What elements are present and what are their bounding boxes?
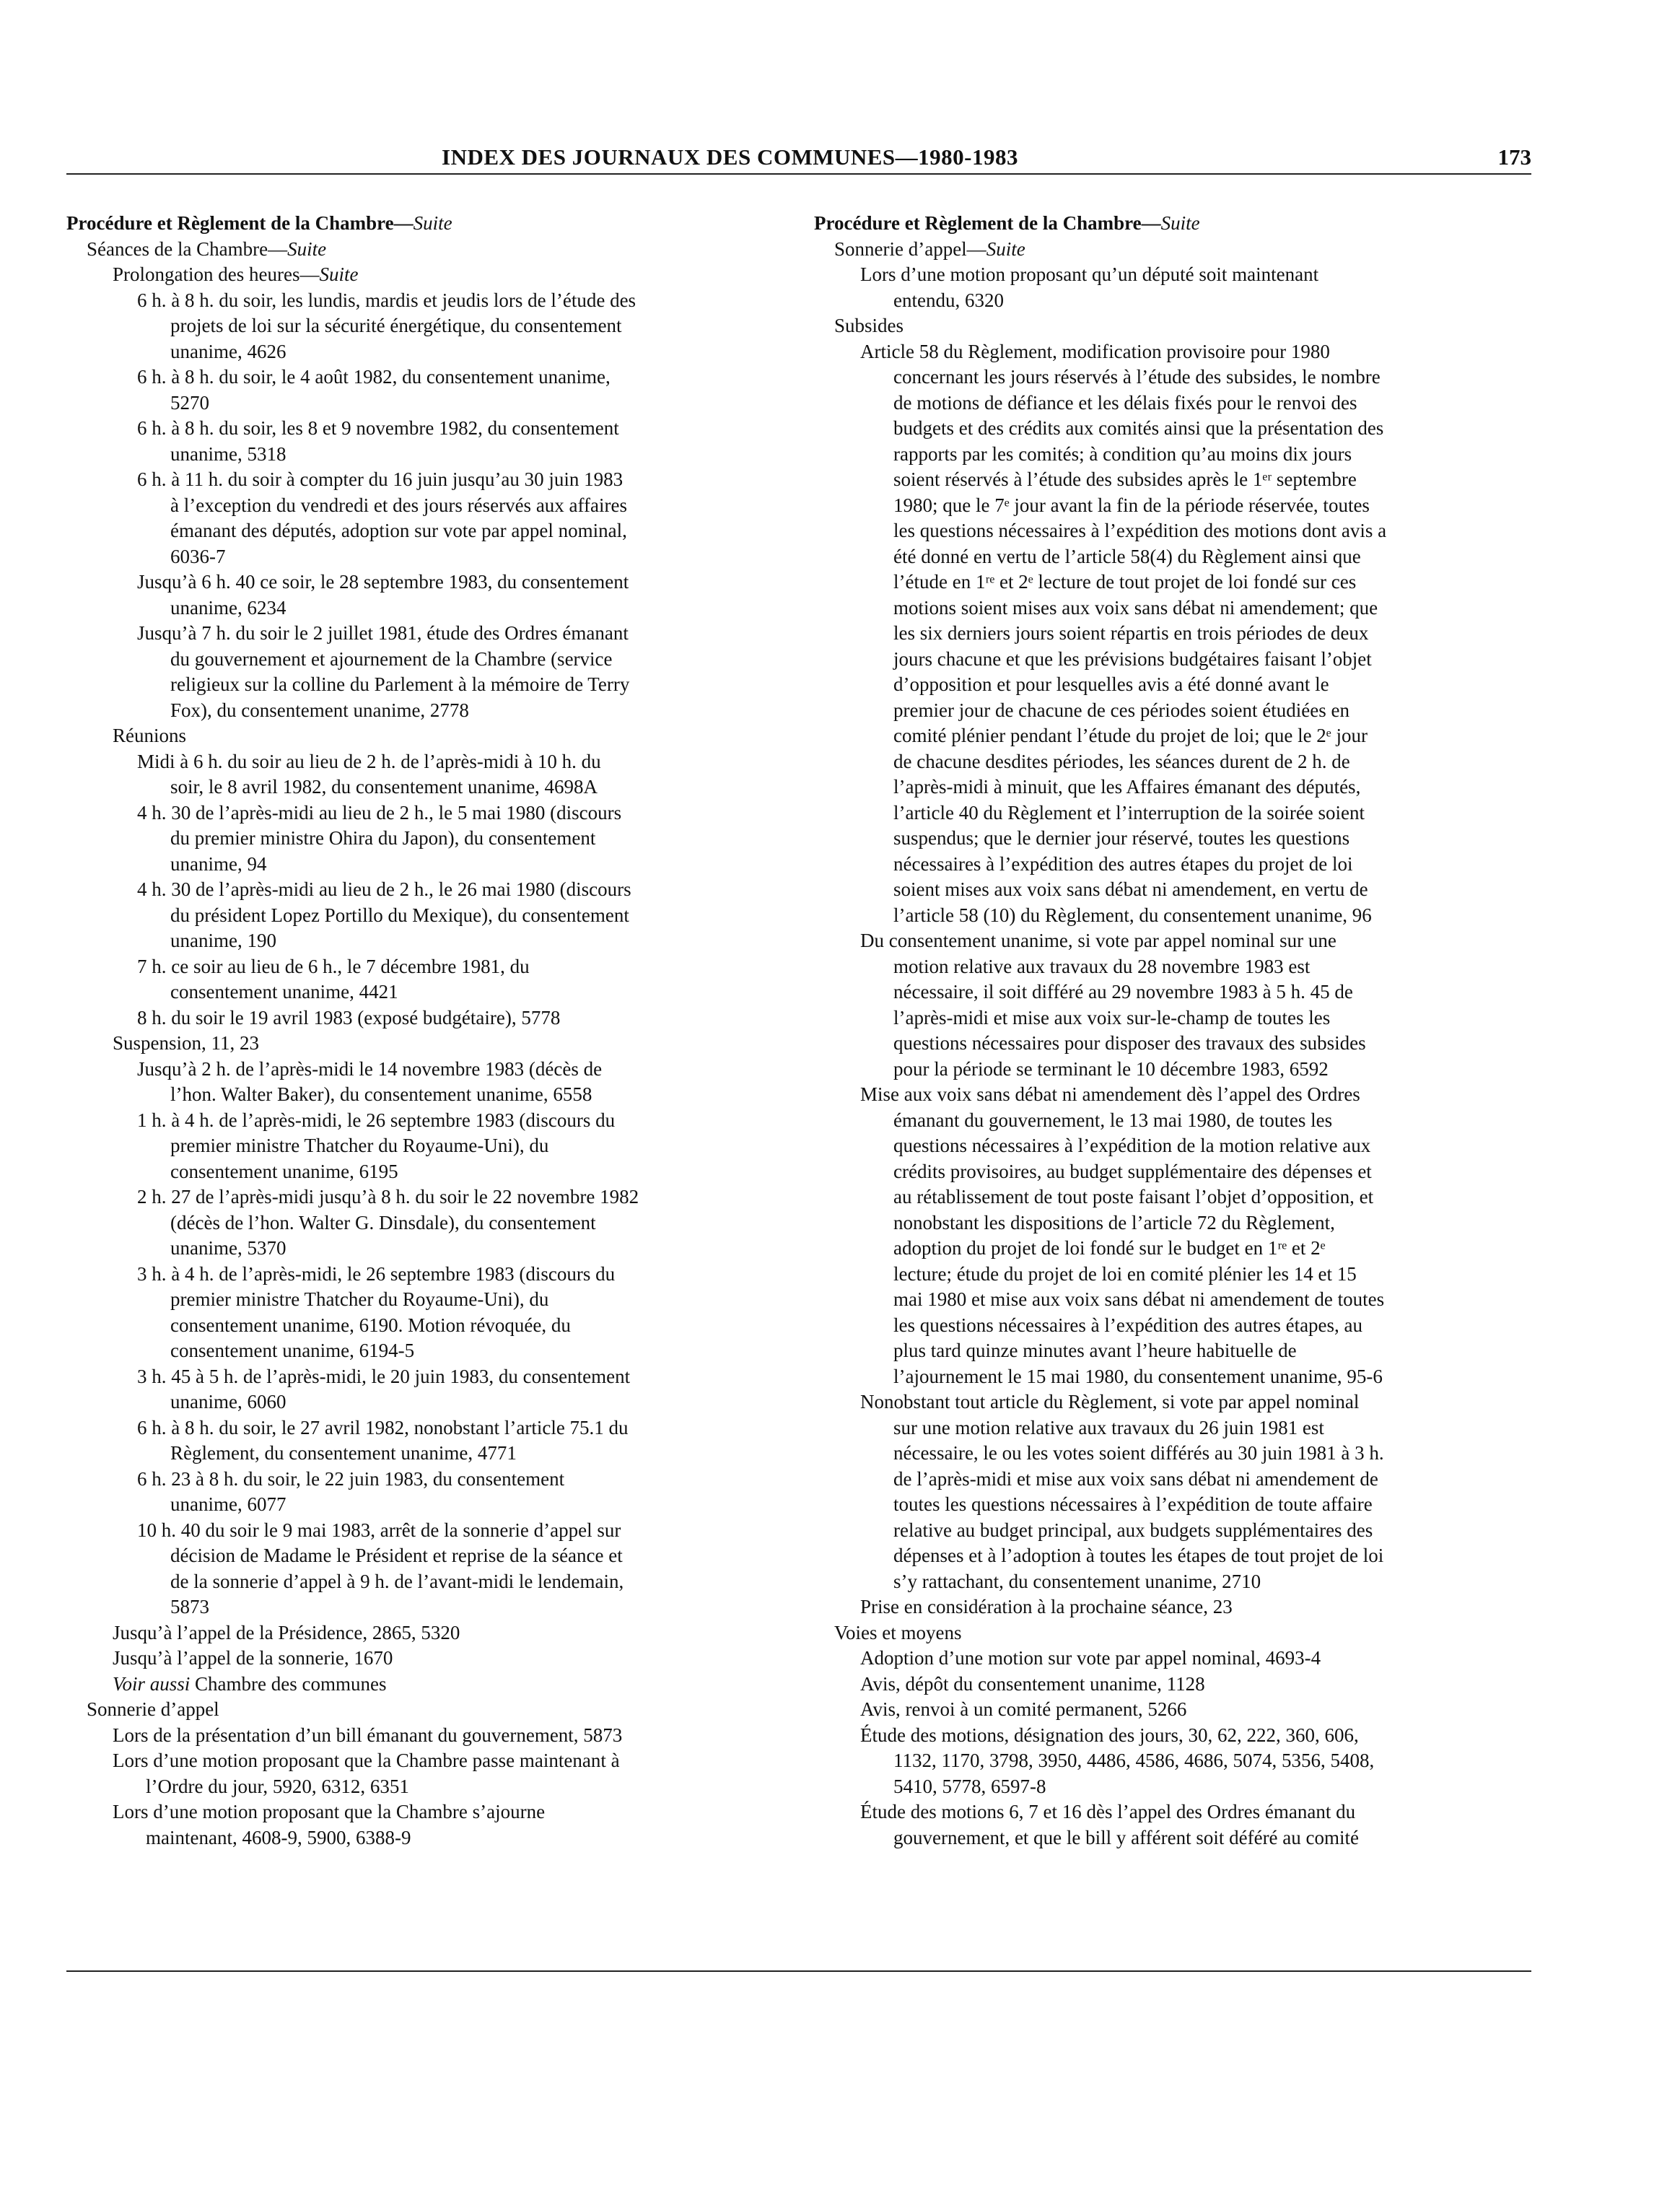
index-entry-text: nonobstant les dispositions de l’article 72 du Règlement,	[893, 1211, 1335, 1234]
index-line	[66, 1005, 781, 1031]
index-entry-text: 6 h. 23 à 8 h. du soir, le 22 juin 1983, du consentement	[137, 1467, 565, 1490]
index-line	[814, 1338, 1528, 1364]
index-line	[66, 1364, 781, 1390]
index-line	[66, 211, 781, 237]
index-entry-text: Étude des motions, désignation des jours, 30, 62, 222, 360, 606,	[860, 1724, 1359, 1746]
index-entry-text: 5873	[170, 1596, 209, 1617]
index-line	[66, 800, 781, 826]
index-line	[814, 1184, 1528, 1210]
index-line	[66, 698, 781, 724]
running-title: INDEX DES JOURNAUX DES COMMUNES—1980-1983	[442, 144, 1018, 170]
index-line	[66, 262, 781, 288]
index-entry-text: Fox), du consentement unanime, 2778	[170, 699, 469, 721]
index-line	[66, 1774, 781, 1800]
index-line	[814, 493, 1528, 519]
index-line	[66, 595, 781, 621]
index-entry-text: émanant des députés, adoption sur vote par appel nominal,	[170, 520, 627, 541]
index-entry-text: 3 h. 45 à 5 h. de l’après-midi, le 20 juin 1983, du consentement	[137, 1365, 631, 1387]
index-line	[814, 416, 1528, 442]
page-header	[66, 144, 1531, 176]
index-line	[814, 1672, 1528, 1698]
index-entry-text: Prolongation des heures—	[113, 263, 320, 285]
index-line	[814, 1646, 1528, 1672]
index-entry-text: Voies et moyens	[834, 1621, 962, 1643]
index-entry-text: 6 h. à 8 h. du soir, le 4 août 1982, du consentement unanime,	[137, 366, 611, 388]
index-line	[66, 518, 781, 544]
index-entry-text: l’après-midi et mise aux voix sur-le-champ de toutes les	[893, 1006, 1331, 1029]
index-line	[66, 852, 781, 878]
index-line	[814, 979, 1528, 1005]
header-rule	[66, 173, 1531, 175]
index-line	[814, 1262, 1528, 1288]
index-entry-text: unanime, 5370	[170, 1237, 286, 1259]
index-entry-text: lecture; étude du projet de loi en comité plénier les 14 et 15	[893, 1262, 1357, 1285]
index-entry-text: consentement unanime, 6195	[170, 1160, 398, 1182]
index-entry-text: unanime, 190	[170, 930, 276, 951]
index-entry-text: pour la période se terminant le 10 décembre 1983, 6592	[893, 1057, 1329, 1080]
index-line	[814, 1031, 1528, 1057]
index-line	[66, 1313, 781, 1339]
index-entry-text: émanant du gouvernement, le 13 mai 1980, de toutes les	[893, 1109, 1333, 1131]
index-entry-text: premier jour de chacune de ces périodes soient étudiées en	[893, 699, 1349, 721]
index-entry-text: sur une motion relative aux travaux du 26 juin 1981 est	[893, 1416, 1324, 1438]
index-line	[814, 1467, 1528, 1493]
index-entry-text: les six derniers jours soient répartis en trois périodes de deux	[893, 622, 1369, 644]
index-entry-text: 8 h. du soir le 19 avril 1983 (exposé budgétaire), 5778	[137, 1006, 561, 1029]
index-entry-text: questions nécessaires pour disposer des travaux des subsides	[893, 1032, 1366, 1054]
index-entry-text: dépenses et à l’adoption à toutes les étapes de tout projet de loi	[893, 1545, 1384, 1566]
index-line	[66, 826, 781, 852]
index-line	[814, 1697, 1528, 1723]
index-entry-text: nécessaires à l’expédition des autres étapes du projet de loi	[893, 852, 1353, 875]
index-entry-text: Procédure et Règlement de la Chambre—	[814, 212, 1161, 234]
index-line	[814, 1441, 1528, 1467]
index-line	[814, 672, 1528, 698]
index-entry-text: Jusqu’à 2 h. de l’après-midi le 14 novembre 1983 (décès de	[137, 1057, 603, 1080]
index-line	[66, 1518, 781, 1544]
index-entry-text: de motions de défiance et les délais fixés pour le renvoi des	[893, 391, 1357, 414]
index-line	[66, 1467, 781, 1493]
index-line	[66, 1620, 781, 1646]
index-entry-text: Lors d’une motion proposant que la Chambre passe maintenant à	[113, 1750, 620, 1771]
index-entry-text: Jusqu’à 7 h. du soir le 2 juillet 1981, étude des Ordres émanant	[137, 622, 629, 644]
index-line	[814, 1364, 1528, 1390]
index-line	[814, 852, 1528, 878]
index-entry-text: unanime, 5318	[170, 442, 286, 465]
index-line	[66, 1184, 781, 1210]
index-line	[66, 903, 781, 929]
index-entry-text: l’article 40 du Règlement et l’interruption de la soirée soient	[893, 801, 1365, 824]
index-line	[814, 1723, 1528, 1749]
index-entry-text: Sonnerie d’appel	[87, 1698, 219, 1720]
index-line	[66, 1057, 781, 1083]
index-line	[66, 339, 781, 365]
index-line	[66, 1723, 781, 1749]
index-line	[66, 954, 781, 980]
index-entry-text: soient réservés à l’étude des subsides après le 1ᵉʳ septembre	[893, 468, 1357, 490]
index-line	[66, 1133, 781, 1159]
index-entry-text: Séances de la Chambre—	[87, 237, 288, 260]
index-entry-text: Chambre des communes	[190, 1672, 387, 1695]
index-line	[66, 647, 781, 673]
index-entry-text: Midi à 6 h. du soir au lieu de 2 h. de l’après-midi à 10 h. du	[137, 750, 601, 772]
index-entry-text: de l’après-midi et mise aux voix sans débat ni amendement de	[893, 1467, 1378, 1490]
index-entry-text: jours chacune et que les prévisions budgétaires faisant l’objet	[893, 647, 1372, 670]
index-line	[814, 903, 1528, 929]
index-entry-text: adoption du projet de loi fondé sur le budget en 1ʳᵉ et 2ᵉ	[893, 1237, 1326, 1259]
left-column	[66, 211, 781, 1851]
index-entry-text: les questions nécessaires à l’expédition des motions dont avis a	[893, 520, 1387, 541]
index-line	[66, 1697, 781, 1723]
index-entry-text: concernant les jours réservés à l’étude des subsides, le nombre	[893, 366, 1381, 388]
index-entry-text: rapports par les comités; à condition qu’au moins dix jours	[893, 442, 1352, 465]
index-line	[814, 1774, 1528, 1800]
index-entry-text: Article 58 du Règlement, modification provisoire pour 1980	[860, 340, 1330, 362]
index-line	[814, 1415, 1528, 1441]
index-line	[814, 621, 1528, 647]
index-entry-text: 7 h. ce soir au lieu de 6 h., le 7 décembre 1981, du	[137, 955, 530, 977]
suite-label: Suite	[287, 237, 327, 260]
index-entry-text: relative au budget principal, aux budgets supplémentaires des	[893, 1519, 1373, 1541]
index-entry-text: 1 h. à 4 h. de l’après-midi, le 26 septembre 1983 (discours du	[137, 1109, 616, 1131]
index-entry-text: consentement unanime, 6190. Motion révoquée, du	[170, 1314, 571, 1336]
index-line	[814, 442, 1528, 468]
index-entry-text: unanime, 6077	[170, 1493, 286, 1515]
index-entry-text: 1132, 1170, 3798, 3950, 4486, 4586, 4686, 5074, 5356, 5408,	[893, 1750, 1375, 1771]
index-line	[66, 1159, 781, 1185]
index-entry-text: Lors d’une motion proposant qu’un député soit maintenant	[860, 263, 1319, 285]
index-line	[66, 390, 781, 416]
index-entry-text: Adoption d’une motion sur vote par appel nominal, 4693-4	[860, 1647, 1321, 1669]
index-entry-text: Subsides	[834, 315, 904, 336]
index-line	[814, 1133, 1528, 1159]
index-line	[66, 1492, 781, 1518]
index-line	[66, 288, 781, 314]
index-entry-text: 6 h. à 11 h. du soir à compter du 16 juin jusqu’au 30 juin 1983	[137, 468, 624, 490]
index-line	[66, 493, 781, 519]
index-line	[814, 288, 1528, 314]
index-entry-text: Prise en considération à la prochaine séance, 23	[860, 1596, 1233, 1617]
index-line	[66, 1210, 781, 1236]
index-line	[814, 1210, 1528, 1236]
index-line	[66, 237, 781, 263]
index-entry-text: Du consentement unanime, si vote par appel nominal sur une	[860, 930, 1336, 951]
index-line	[66, 1262, 781, 1288]
index-line	[814, 954, 1528, 980]
index-line	[814, 237, 1528, 263]
suite-label: Suite	[1160, 212, 1200, 234]
index-line	[66, 1441, 781, 1467]
index-line	[66, 877, 781, 903]
index-entry-text: Suspension, 11, 23	[113, 1032, 260, 1054]
index-line	[814, 1005, 1528, 1031]
index-entry-text: Sonnerie d’appel—	[834, 237, 986, 260]
index-entry-text: 6 h. à 8 h. du soir, les lundis, mardis et jeudis lors de l’étude des	[137, 289, 636, 311]
index-entry-text: l’après-midi à minuit, que les Affaires émanant des députés,	[893, 776, 1361, 798]
index-entry-text: s’y rattachant, du consentement unanime, 2710	[893, 1570, 1261, 1592]
page-number: 173	[1497, 144, 1531, 170]
index-line	[814, 467, 1528, 493]
index-line	[66, 416, 781, 442]
index-entry-text: 5410, 5778, 6597-8	[893, 1775, 1046, 1797]
index-entry-text: Nonobstant tout article du Règlement, si vote par appel nominal	[860, 1391, 1360, 1412]
index-line	[66, 313, 781, 339]
index-entry-text: du gouvernement et ajournement de la Chambre (service	[170, 647, 613, 670]
index-line	[814, 749, 1528, 775]
index-line	[814, 800, 1528, 826]
index-line	[814, 1543, 1528, 1569]
index-entry-text: du premier ministre Ohira du Japon), du consentement	[170, 827, 596, 849]
index-line	[814, 1236, 1528, 1262]
index-entry-text: crédits provisoires, au budget supplémentaire des dépenses et	[893, 1160, 1372, 1182]
index-line	[814, 339, 1528, 365]
index-line	[814, 1620, 1528, 1646]
index-line	[814, 1057, 1528, 1083]
index-entry-text: du président Lopez Portillo du Mexique), du consentement	[170, 904, 629, 926]
index-line	[66, 1825, 781, 1851]
index-entry-text: 3 h. à 4 h. de l’après-midi, le 26 septembre 1983 (discours du	[137, 1262, 616, 1285]
index-line	[66, 1108, 781, 1134]
index-line	[814, 1389, 1528, 1415]
index-entry-text: Étude des motions 6, 7 et 16 dès l’appel des Ordres émanant du	[860, 1801, 1356, 1822]
index-line	[66, 442, 781, 468]
index-line	[814, 569, 1528, 595]
right-column	[814, 211, 1528, 1851]
index-entry-text: soient mises aux voix sans débat ni amendement, en vertu de	[893, 878, 1368, 900]
index-line	[66, 1799, 781, 1825]
index-entry-text: Avis, renvoi à un comité permanent, 5266	[860, 1698, 1187, 1720]
footer-rule	[66, 1970, 1531, 1972]
suite-label: Suite	[413, 212, 452, 234]
index-line	[66, 1415, 781, 1441]
index-line	[814, 1159, 1528, 1185]
index-entry-text: l’hon. Walter Baker), du consentement unanime, 6558	[170, 1083, 592, 1105]
index-line	[66, 749, 781, 775]
index-line	[66, 723, 781, 749]
index-entry-text: motion relative aux travaux du 28 novembre 1983 est	[893, 955, 1311, 977]
index-entry-text: motions soient mises aux voix sans débat ni amendement; que	[893, 596, 1378, 619]
index-line	[814, 928, 1528, 954]
index-line	[66, 672, 781, 698]
index-entry-text: nécessaire, il soit différé au 29 novembre 1983 à 5 h. 45 de	[893, 981, 1353, 1003]
index-entry-text: Lors d’une motion proposant que la Chambre s’ajourne	[113, 1801, 546, 1822]
index-entry-text: questions nécessaires à l’expédition de la motion relative aux	[893, 1135, 1371, 1156]
index-line	[814, 211, 1528, 237]
index-line	[66, 1082, 781, 1108]
index-entry-text: 4 h. 30 de l’après-midi au lieu de 2 h., le 5 mai 1980 (discours	[137, 801, 622, 824]
index-line	[814, 390, 1528, 416]
index-line	[66, 364, 781, 390]
index-line	[66, 621, 781, 647]
index-entry-text: de la sonnerie d’appel à 9 h. de l’avant-midi le lendemain,	[170, 1570, 624, 1592]
index-entry-text: Lors de la présentation d’un bill émanant du gouvernement, 5873	[113, 1724, 623, 1746]
index-entry-text: à l’exception du vendredi et des jours réservés aux affaires	[170, 494, 627, 516]
index-line	[814, 774, 1528, 800]
index-entry-text: Mise aux voix sans débat ni amendement dès l’appel des Ordres	[860, 1083, 1360, 1105]
index-line	[66, 1748, 781, 1774]
index-entry-text: Procédure et Règlement de la Chambre—	[66, 212, 414, 234]
index-entry-text: l’ajournement le 15 mai 1980, du consentement unanime, 95-6	[893, 1365, 1383, 1387]
see-also-label: Voir aussi	[113, 1672, 191, 1695]
index-entry-text: été donné en vertu de l’article 58(4) du Règlement ainsi que	[893, 545, 1361, 567]
index-entry-text: 5270	[170, 391, 209, 414]
index-line	[814, 1594, 1528, 1620]
index-entry-text: nécessaire, le ou les votes soient différés au 30 juin 1981 à 3 h.	[893, 1442, 1384, 1464]
index-line	[814, 1569, 1528, 1595]
index-entry-text: entendu, 6320	[893, 289, 1004, 311]
index-line	[814, 544, 1528, 570]
index-entry-text: budgets et des crédits aux comités ainsi que la présentation des	[893, 417, 1384, 439]
index-entry-text: Avis, dépôt du consentement unanime, 1128	[860, 1672, 1205, 1695]
index-line	[814, 1825, 1528, 1851]
index-entry-text: unanime, 94	[170, 852, 267, 875]
index-line	[66, 544, 781, 570]
index-entry-text: 6036-7	[170, 545, 226, 567]
index-entry-text: premier ministre Thatcher du Royaume-Uni), du	[170, 1135, 549, 1156]
index-line	[66, 928, 781, 954]
index-line	[814, 313, 1528, 339]
index-line	[814, 1287, 1528, 1313]
index-entry-text: Règlement, du consentement unanime, 4771	[170, 1442, 517, 1464]
index-line	[814, 518, 1528, 544]
index-entry-text: soir, le 8 avril 1982, du consentement unanime, 4698A	[170, 776, 598, 798]
index-entry-text: unanime, 6060	[170, 1391, 286, 1412]
suite-label: Suite	[986, 237, 1025, 260]
index-entry-text: 6 h. à 8 h. du soir, le 27 avril 1982, nonobstant l’article 75.1 du	[137, 1416, 629, 1438]
index-line	[814, 723, 1528, 749]
index-entry-text: premier ministre Thatcher du Royaume-Uni), du	[170, 1288, 549, 1310]
index-entry-text: 6 h. à 8 h. du soir, les 8 et 9 novembre 1982, du consentement	[137, 417, 619, 439]
index-entry-text: 10 h. 40 du soir le 9 mai 1983, arrêt de la sonnerie d’appel sur	[137, 1519, 621, 1541]
index-entry-text: gouvernement, et que le bill y afférent soit déféré au comité	[893, 1826, 1359, 1848]
index-entry-text: 2 h. 27 de l’après-midi jusqu’à 8 h. du soir le 22 novembre 1982	[137, 1186, 639, 1208]
index-line	[66, 1389, 781, 1415]
index-line	[814, 1082, 1528, 1108]
index-line	[66, 1672, 781, 1698]
index-line	[814, 647, 1528, 673]
index-entry-text: religieux sur la colline du Parlement à la mémoire de Terry	[170, 673, 630, 695]
index-entry-text: Jusqu’à l’appel de la Présidence, 2865, 5320	[113, 1621, 460, 1643]
index-entry-text: consentement unanime, 4421	[170, 981, 398, 1003]
index-entry-text: plus tard quinze minutes avant l’heure habituelle de	[893, 1340, 1297, 1361]
index-line	[814, 1313, 1528, 1339]
index-line	[66, 1646, 781, 1672]
index-line	[66, 569, 781, 595]
suite-label: Suite	[319, 263, 359, 285]
index-entry-text: comité plénier pendant l’étude du projet de loi; que le 2ᵉ jour	[893, 725, 1368, 746]
index-line	[814, 877, 1528, 903]
index-line	[66, 774, 781, 800]
index-line	[66, 1594, 781, 1620]
index-entry-text: mai 1980 et mise aux voix sans débat ni amendement de toutes	[893, 1288, 1385, 1310]
index-entry-text: unanime, 6234	[170, 596, 286, 619]
index-entry-text: de chacune desdites périodes, les séances durent de 2 h. de	[893, 750, 1350, 772]
index-line	[814, 1492, 1528, 1518]
index-line	[66, 979, 781, 1005]
index-line	[66, 467, 781, 493]
index-line	[814, 826, 1528, 852]
index-line	[66, 1287, 781, 1313]
index-entry-text: (décès de l’hon. Walter G. Dinsdale), du consentement	[170, 1211, 596, 1234]
index-line	[66, 1031, 781, 1057]
index-line	[66, 1569, 781, 1595]
index-entry-text: unanime, 4626	[170, 340, 286, 362]
index-entry-text: Jusqu’à 6 h. 40 ce soir, le 28 septembre 1983, du consentement	[137, 571, 629, 593]
index-entry-text: Réunions	[113, 725, 187, 746]
index-entry-text: décision de Madame le Président et reprise de la séance et	[170, 1545, 623, 1566]
index-entry-text: 4 h. 30 de l’après-midi au lieu de 2 h., le 26 mai 1980 (discours	[137, 878, 631, 900]
index-entry-text: projets de loi sur la sécurité énergétique, du consentement	[170, 315, 622, 336]
index-entry-text: consentement unanime, 6194-5	[170, 1340, 415, 1361]
index-entry-text: Jusqu’à l’appel de la sonnerie, 1670	[113, 1647, 393, 1669]
index-entry-text: maintenant, 4608-9, 5900, 6388-9	[146, 1826, 411, 1848]
index-line	[814, 1518, 1528, 1544]
index-line	[814, 364, 1528, 390]
index-line	[814, 1108, 1528, 1134]
index-line	[814, 1799, 1528, 1825]
index-entry-text: l’étude en 1ʳᵉ et 2ᵉ lecture de tout projet de loi fondé sur ces	[893, 571, 1357, 593]
index-entry-text: toutes les questions nécessaires à l’expédition de toute affaire	[893, 1493, 1373, 1515]
index-line	[814, 595, 1528, 621]
index-entry-text: l’article 58 (10) du Règlement, du consentement unanime, 96	[893, 904, 1372, 926]
index-entry-text: au rétablissement de tout poste faisant l’objet d’opposition, et	[893, 1186, 1374, 1208]
index-line	[814, 698, 1528, 724]
index-entry-text: suspendus; que le dernier jour réservé, toutes les questions	[893, 827, 1350, 849]
index-entry-text: 1980; que le 7ᵉ jour avant la fin de la période réservée, toutes	[893, 494, 1370, 516]
index-line	[66, 1338, 781, 1364]
index-line	[66, 1236, 781, 1262]
index-entry-text: l’Ordre du jour, 5920, 6312, 6351	[146, 1775, 409, 1797]
index-line	[814, 262, 1528, 288]
index-line	[66, 1543, 781, 1569]
index-entry-text: d’opposition et pour lesquelles avis a été donné avant le	[893, 673, 1329, 695]
index-entry-text: les questions nécessaires à l’expédition des autres étapes, au	[893, 1314, 1363, 1336]
index-line	[814, 1748, 1528, 1774]
